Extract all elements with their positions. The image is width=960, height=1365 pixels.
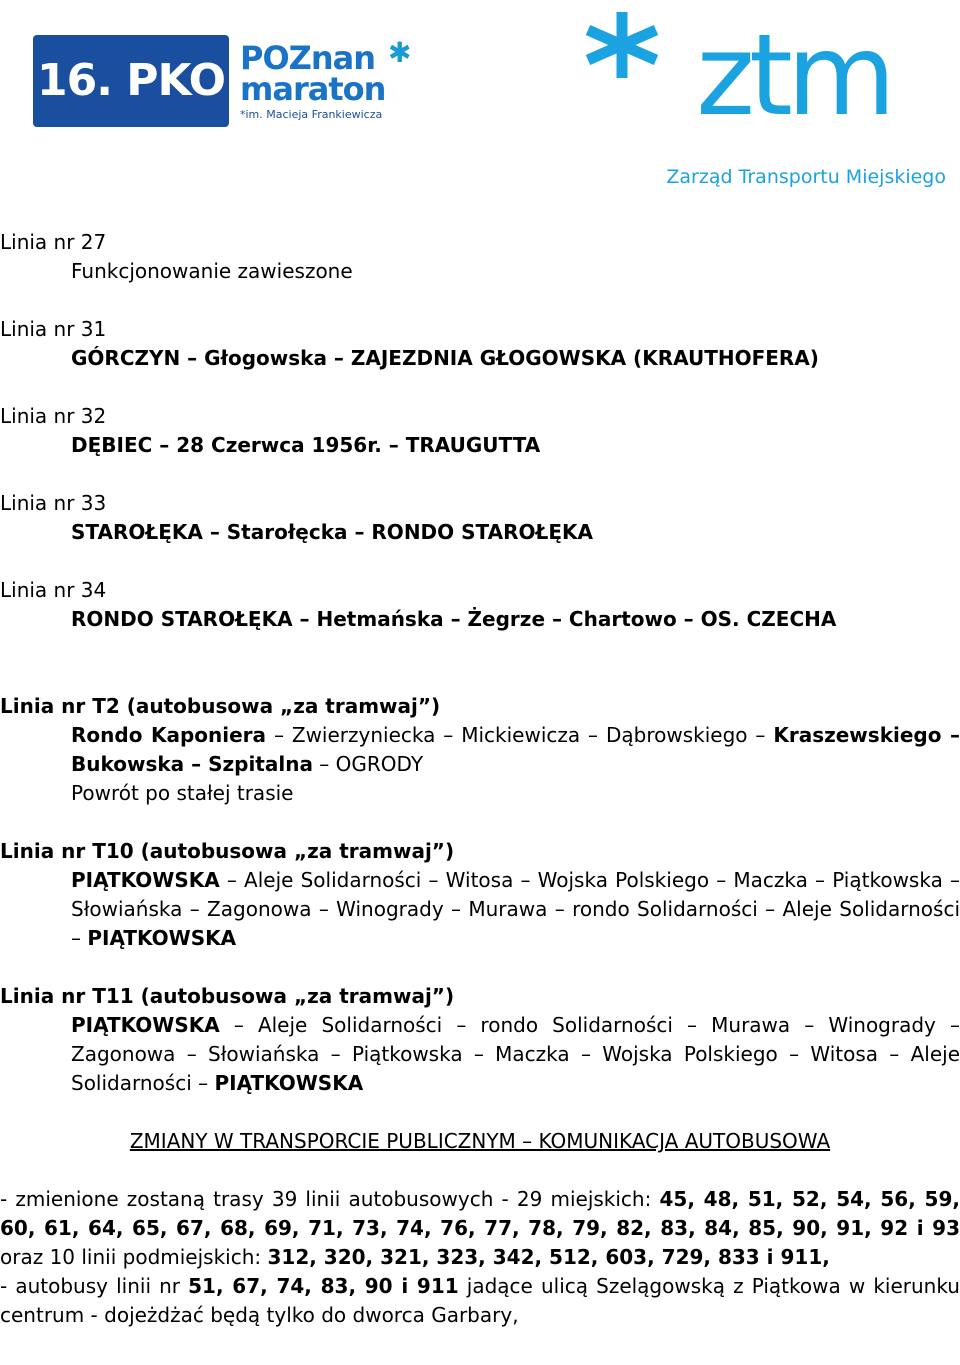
- paragraph-text: jadące ulicą Szelągowską z Piątkowa w kierunku centrum - dojeżdżać będą tylko do dworca Garbary,: [0, 1274, 960, 1327]
- paragraph-bold: 312, 320, 321, 323, 342, 512, 603, 729, 833 i 911,: [267, 1245, 830, 1269]
- line-32: [0, 402, 960, 460]
- line-34: [0, 576, 960, 634]
- line-route: [0, 721, 960, 779]
- poznan-logo-line1: POZnan: [240, 39, 376, 77]
- line-title: Linia nr T10 (autobusowa „za tramwaj”): [0, 839, 455, 863]
- paragraph-text: oraz 10 linii podmiejskich:: [0, 1245, 268, 1269]
- line-title: Linia nr T2 (autobusowa „za tramwaj”): [0, 694, 441, 718]
- route-segment: PIĄTKOWSKA: [71, 1013, 220, 1037]
- paragraph-text: - autobusy linii nr: [0, 1274, 189, 1298]
- paragraph-bold: 45, 48, 51, 52, 54, 56, 59, 60, 61, 64, 65, 67, 68, 69, 71, 73, 74, 76, 77, 78, 79, 82, 83, 84, 85, 90, 91, 92 i 93: [0, 1187, 960, 1240]
- line-27: [0, 228, 960, 286]
- line-route: Funkcjonowanie zawieszone: [71, 259, 353, 283]
- ztm-logo: [580, 8, 950, 198]
- pko-logo: 16. PKO: [33, 35, 229, 127]
- document-header: [0, 0, 960, 200]
- route-segment: Rondo Kaponiera: [71, 723, 267, 747]
- line-route: RONDO STAROŁĘKA – Hetmańska – Żegrze – Chartowo – OS. CZECHA: [71, 607, 837, 631]
- paragraph-bold: 51, 67, 74, 83, 90 i 911: [188, 1274, 459, 1298]
- line-route: GÓRCZYN – Głogowska – ZAJEZDNIA GŁOGOWSKA (KRAUTHOFERA): [71, 346, 819, 370]
- poznan-logo-line2: maraton: [240, 70, 386, 108]
- line-note: Powrót po stałej trasie: [71, 781, 294, 805]
- line-title: Linia nr 34: [0, 578, 107, 602]
- line-title: Linia nr 32: [0, 404, 107, 428]
- poznan-logo-subtitle: *im. Macieja Frankiewicza: [240, 108, 383, 121]
- route-segment: – OGRODY: [312, 752, 424, 776]
- line-t11: [0, 982, 960, 1098]
- ztm-logo-subtitle: Zarząd Transportu Miejskiego: [666, 166, 946, 188]
- line-t10: [0, 837, 960, 953]
- line-title: Linia nr T11 (autobusowa „za tramwaj”): [0, 984, 455, 1008]
- line-route: STAROŁĘKA – Starołęcka – RONDO STAROŁĘKA: [71, 520, 593, 544]
- route-segment: – Zwierzyniecka – Mickiewicza – Dąbrowskiego –: [266, 723, 774, 747]
- line-31: [0, 315, 960, 373]
- line-route: [0, 866, 960, 953]
- paragraph-text: - zmienione zostaną trasy 39 linii autobusowych - 29 miejskich:: [0, 1187, 660, 1211]
- line-t2: [0, 692, 960, 808]
- section-heading: ZMIANY W TRANSPORCIE PUBLICZNYM – KOMUNIKACJA AUTOBUSOWA: [129, 1129, 831, 1153]
- line-route: DĘBIEC – 28 Czerwca 1956r. – TRAUGUTTA: [71, 433, 541, 457]
- line-route: [0, 1011, 960, 1098]
- line-33: [0, 489, 960, 547]
- route-segment: Kraszewskiego – Bukowska – Szpitalna: [71, 723, 960, 776]
- document-body: [0, 228, 960, 1330]
- route-segment: – Aleje Solidarności – Witosa – Wojska Polskiego – Maczka – Piątkowska – Słowiańska – Zagonowa – Winogrady – Murawa – rondo Solidarności – Aleje Solidarności –: [71, 868, 960, 950]
- ztm-logo-text: ztm: [696, 11, 890, 141]
- poznan-maraton-logo: [240, 36, 412, 121]
- line-title: Linia nr 27: [0, 230, 107, 254]
- changes-paragraph: [0, 1185, 960, 1272]
- route-segment: PIĄTKOWSKA: [71, 868, 220, 892]
- asterisk-icon: ✱: [388, 36, 412, 69]
- route-segment: – Aleje Solidarności – rondo Solidarności – Murawa – Winogrady – Zagonowa – Słowiańska – Piątkowska – Maczka – Wojska Polskiego – Witosa – Aleje Solidarności –: [71, 1013, 960, 1095]
- route-segment: PIĄTKOWSKA: [87, 926, 237, 950]
- route-segment: PIĄTKOWSKA: [214, 1071, 364, 1095]
- line-title: Linia nr 31: [0, 317, 107, 341]
- line-title: Linia nr 33: [0, 491, 107, 515]
- changes-paragraph: [0, 1272, 960, 1330]
